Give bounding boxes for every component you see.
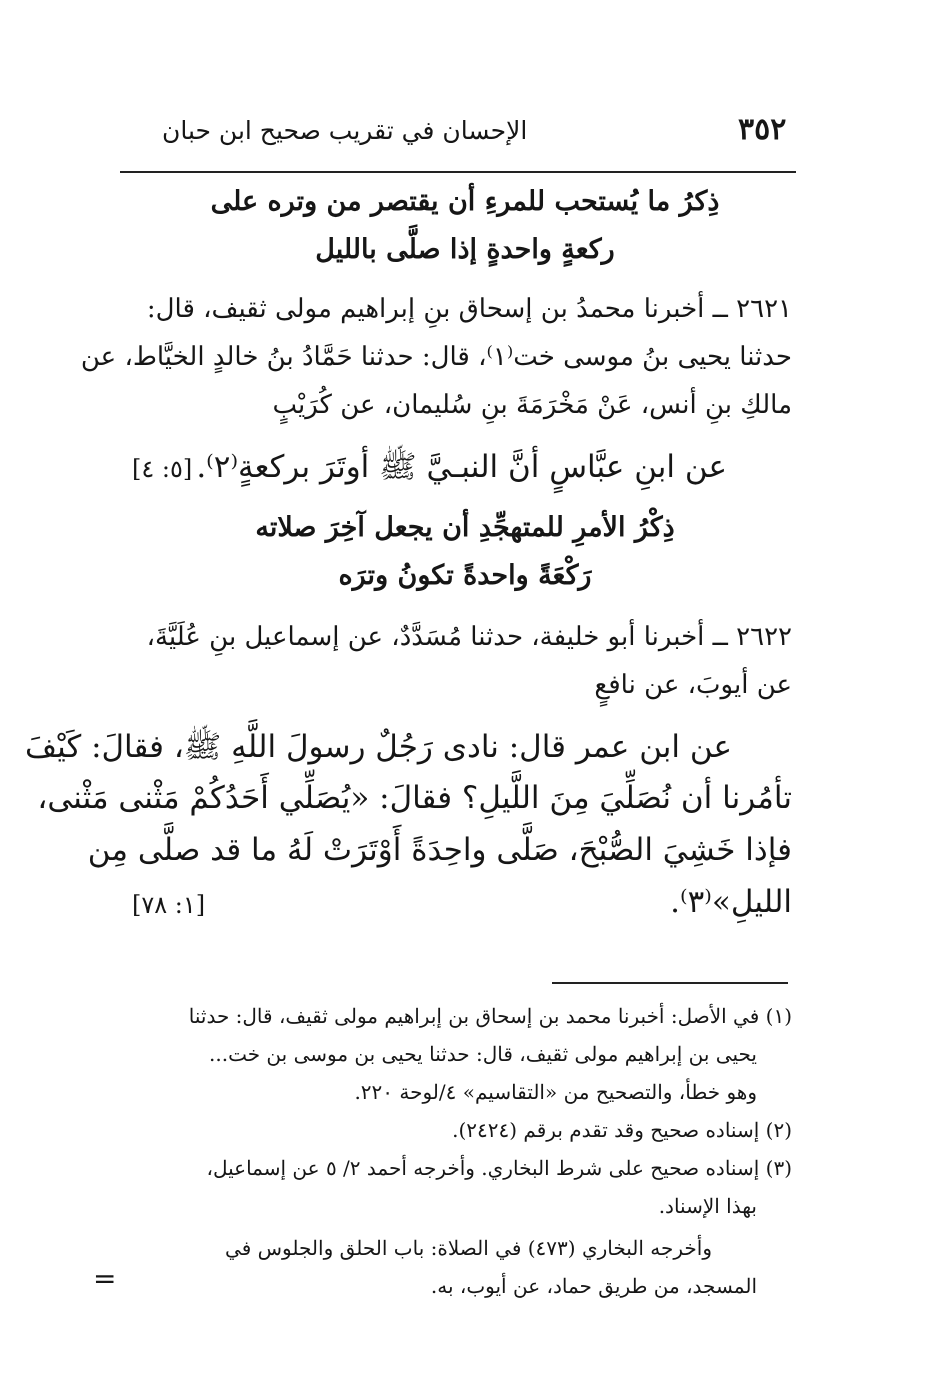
isnad-line: ٢٦٢١ ــ أخبرنا محمدُ بن إسحاق بنِ إبراهيم مولى ثقيف، قال:	[146, 294, 792, 324]
matn-line: الليلِ»⁽٣⁾.	[670, 884, 792, 920]
section-heading-line: رَكْعَةً واحدةً تكونُ وترَه	[338, 560, 592, 591]
matn-line: عن ابنِ عبَّاسٍ أنَّ النبـيَّ ﷺ أوتَرَ بركعةٍ⁽٢⁾.	[196, 449, 727, 485]
section-heading-line: ذِكرُ ما يُستحب للمرءِ أن يقتصر من وتره على	[210, 186, 720, 217]
running-header-title: الإحسان في تقريب صحيح ابن حبان	[162, 116, 528, 145]
isnad-line: ٢٦٢٢ ــ أخبرنا أبو خليفة، حدثنا مُسَدَّدٌ، عن إسماعيل بنِ عُلَيَّةَ،	[146, 622, 792, 652]
margin-mark: =	[93, 1262, 117, 1295]
hadith-reference: [١: ٧٨]	[132, 891, 206, 919]
footnote-line: المسجد، من طريق حماد، عن أيوب، به.	[430, 1274, 757, 1298]
matn-line: عن ابن عمر قال: نادى رَجُلٌ رسولَ اللَّهِ ﷺ، فقالَ: كَيْفَ	[25, 729, 732, 765]
isnad-line: حدثنا يحيى بنُ موسى خت⁽١⁾، قال: حدثنا حَمَّادُ بنُ خالدٍ الخيَّاط، عن	[80, 342, 792, 372]
footnote-line: يحيى بن إبراهيم مولى ثقيف، قال: حدثنا يحيى بن موسى بن خت...	[209, 1042, 757, 1066]
footnote-line: بهذا الإسناد.	[658, 1194, 757, 1218]
matn-line: تأمُرنا أن نُصَلِّيَ مِنَ اللَّيلِ؟ فقالَ: «يُصَلِّي أَحَدُكُمْ مَثْنى مَثْنى،	[37, 780, 792, 816]
footnote-line: وأخرجه البخاري (٤٧٣) في الصلاة: باب الحلق والجلوس في	[225, 1236, 712, 1260]
matn-line: فإذا خَشِيَ الصُّبْحَ، صَلَّى واحِدَةً أَوْتَرَتْ لَهُ ما قد صلَّى مِن	[87, 832, 792, 868]
page-number: ٣٥٢	[738, 112, 787, 147]
section-heading-line: ركعةٍ واحدةٍ إذا صلَّى بالليل	[315, 234, 615, 265]
footnote-line: وهو خطأ، والتصحيح من «التقاسيم» ٤/لوحة ٢٢٠.	[354, 1080, 757, 1104]
footnote-line: (٣) إسناده صحيح على شرط البخاري. وأخرجه أحمد ٢/ ٥ عن إسماعيل،	[206, 1156, 792, 1180]
isnad-line: عن أيوبَ، عن نافعٍ	[594, 670, 792, 700]
footnote-line: (١) في الأصل: أخبرنا محمد بن إسحاق بن إبراهيم مولى ثقيف، قال: حدثنا	[188, 1004, 792, 1028]
header-rule	[120, 171, 796, 173]
section-heading-line: ذِكْرُ الأمرِ للمتهجِّدِ أن يجعل آخِرَ صلاته	[255, 512, 675, 543]
hadith-reference: [٥: ٤]	[132, 455, 193, 483]
footnote-line: (٢) إسناده صحيح وقد تقدم برقم (٢٤٢٤).	[452, 1118, 792, 1142]
footnote-rule	[552, 982, 788, 984]
isnad-line: مالكِ بنِ أنس، عَنْ مَخْرَمَةَ بنِ سُليمان، عن كُرَيْبٍ	[272, 390, 792, 420]
